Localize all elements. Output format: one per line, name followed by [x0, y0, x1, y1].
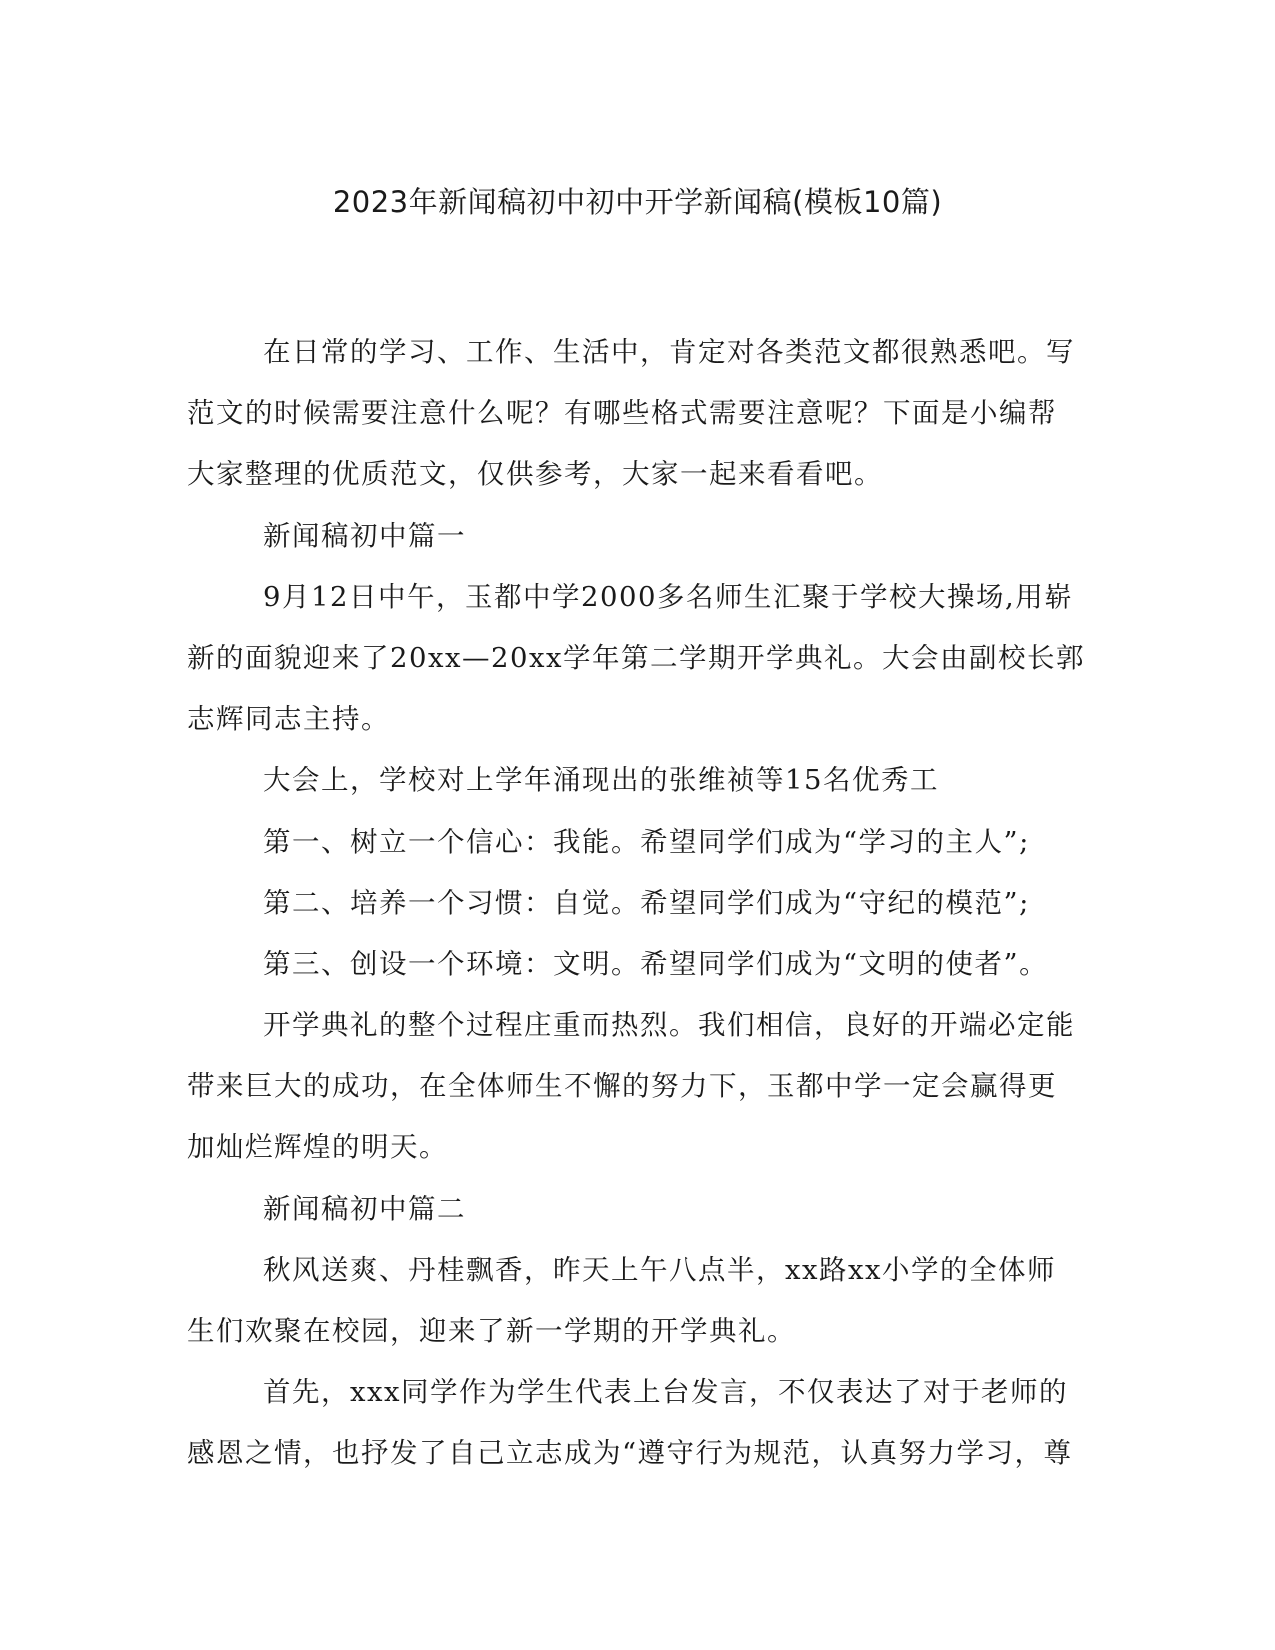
text-line: 秋风送爽、丹桂飘香，昨天上午八点半，xx路xx小学的全体师	[263, 1253, 1057, 1286]
section-heading: 新闻稿初中篇二	[263, 1192, 466, 1225]
text-line: 新的面貌迎来了20xx—20xx学年第二学期开学典礼。大会由副校长郭	[187, 641, 1086, 674]
text-line: 感恩之情，也抒发了自己立志成为“遵守行为规范，认真努力学习，尊	[187, 1437, 1073, 1470]
text-line: 大会上，学校对上学年涌现出的张维祯等15名优秀工	[263, 764, 939, 797]
text-line: 第一、树立一个信心：我能。希望同学们成为“学习的主人”;	[263, 825, 1030, 858]
text-line: 首先，xxx同学作为学生代表上台发言，不仅表达了对于老师的	[263, 1376, 1069, 1409]
text-line: 志辉同志主持。	[187, 703, 390, 736]
text-line: 范文的时候需要注意什么呢？有哪些格式需要注意呢？下面是小编帮	[187, 397, 1057, 430]
section-heading: 新闻稿初中篇一	[263, 519, 466, 552]
text-line: 大家整理的优质范文，仅供参考，大家一起来看看吧。	[187, 458, 883, 491]
text-line: 带来巨大的成功，在全体师生不懈的努力下，玉都中学一定会赢得更	[187, 1070, 1057, 1103]
text-line: 加灿烂辉煌的明天。	[187, 1131, 448, 1164]
document-title: 2023年新闻稿初中初中开学新闻稿(模板10篇)	[332, 185, 943, 219]
text-line: 9月12日中午，玉都中学2000多名师生汇聚于学校大操场,用崭	[263, 580, 1074, 613]
document-body	[187, 322, 1086, 1485]
text-line: 生们欢聚在校园，迎来了新一学期的开学典礼。	[187, 1315, 796, 1347]
text-line: 开学典礼的整个过程庄重而热烈。我们相信，良好的开端必定能	[263, 1009, 1075, 1042]
text-line: 第二、培养一个习惯：自觉。希望同学们成为“守纪的模范”;	[263, 886, 1030, 919]
text-line: 在日常的学习、工作、生活中，肯定对各类范文都很熟悉吧。写	[263, 336, 1075, 368]
text-line: 第三、创设一个环境：文明。希望同学们成为“文明的使者”。	[263, 947, 1049, 980]
